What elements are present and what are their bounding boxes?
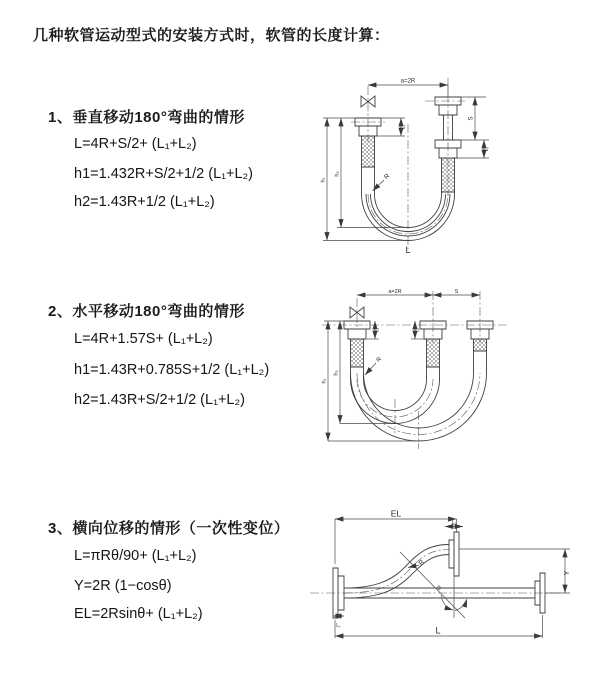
- section-2-formula-L: L=4R+1.57S+ (L₁+L₂): [74, 331, 213, 347]
- dim-label-l1-a: L₁: [374, 327, 380, 333]
- section-1-formula-h1: h1=1.432R+S/2+1/2 (L₁+L₂): [74, 166, 254, 182]
- section-3-formula-EL: EL=2Rsinθ+ (L₁+L₂): [74, 606, 203, 622]
- dimension-lines: [333, 519, 570, 638]
- dim-label-h2: h₂: [334, 171, 341, 177]
- dim-label-h2: h₂: [333, 370, 340, 376]
- pipe-1-assembly: [344, 321, 370, 367]
- dim-label-h1: h₁: [321, 378, 328, 384]
- section-2-formula-h2: h2=1.43R+S/2+1/2 (L₁+L₂): [74, 392, 245, 408]
- dim-label-el: EL: [390, 508, 402, 519]
- radius-label: R: [382, 172, 392, 182]
- section-3-formula-Y: Y=2R (1−cosθ): [74, 578, 172, 594]
- dimension-lines: [321, 295, 480, 441]
- dim-label-h1: h₁: [320, 177, 327, 183]
- dim-label-l1-left: L₁: [400, 124, 407, 130]
- dim-label-l1-b: L₁: [414, 327, 420, 333]
- dim-label-l1-right: L₁: [484, 146, 490, 152]
- section-2-formula-h1: h1=1.43R+0.785S+1/2 (L₁+L₂): [74, 362, 270, 378]
- radius-label: R: [417, 558, 427, 568]
- dim-label-a2r: a=2R: [400, 78, 416, 85]
- section-3-heading: 3、横向位移的情形（一次性变位）: [48, 520, 290, 537]
- dim-label-s: S: [468, 116, 475, 121]
- dim-label-l1: L₁: [336, 623, 341, 629]
- construction-lines: [400, 552, 467, 618]
- vertical-movement-bend-diagram: [315, 72, 505, 257]
- dim-label-a2r: a=2R: [388, 289, 402, 295]
- section-1-heading: 1、垂直移动180°弯曲的情形: [48, 109, 245, 126]
- dim-label-l2: L₂: [451, 520, 457, 526]
- lateral-displacement-diagram: [302, 506, 592, 646]
- angle-label: θ: [437, 586, 441, 592]
- section-1-formula-h2: h2=1.43R+1/2 (L₁+L₂): [74, 194, 215, 210]
- horizontal-movement-bend-diagram: [318, 283, 588, 453]
- radius-label: R: [375, 356, 383, 364]
- dim-label-s: S: [454, 289, 459, 295]
- section-2-heading: 2、水平移动180°弯曲的情形: [48, 303, 245, 320]
- s-curve-hose: [344, 545, 449, 599]
- length-label: L: [405, 245, 411, 255]
- section-1-formula-L: L=4R+S/2+ (L₁+L₂): [74, 136, 197, 152]
- dim-label-l: L: [435, 625, 441, 636]
- centerlines: [310, 550, 562, 594]
- upper-flange: [449, 532, 459, 576]
- dim-label-y: Y: [564, 570, 571, 576]
- section-3-formula-L: L=πRθ/90+ (L₁+L₂): [74, 548, 197, 564]
- page-title: 几种软管运动型式的安装方式时，软管的长度计算：: [33, 27, 390, 44]
- dimension-lines: [320, 85, 489, 241]
